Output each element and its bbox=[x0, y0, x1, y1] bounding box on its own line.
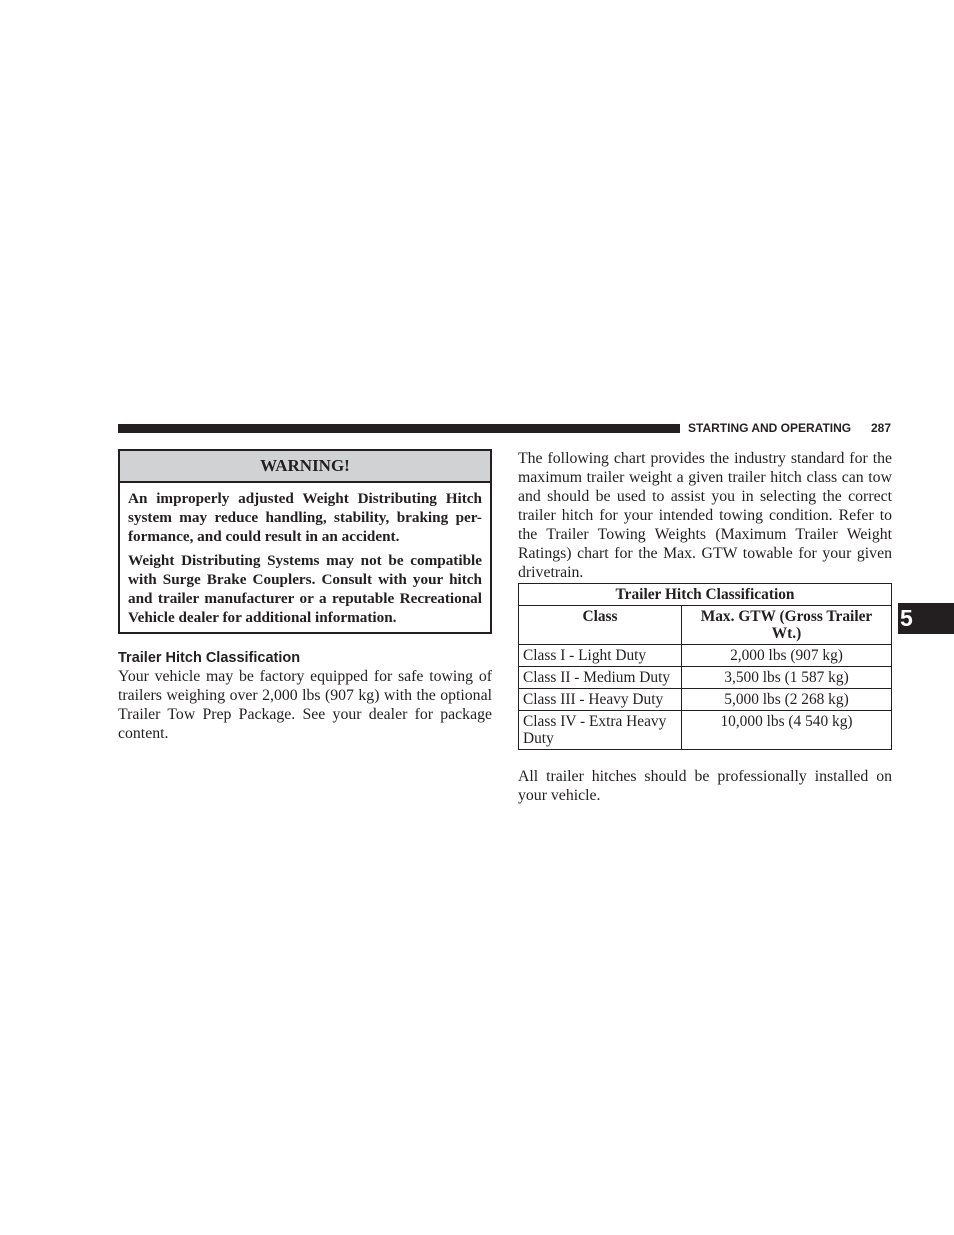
running-header bbox=[688, 420, 893, 436]
section-paragraph: Your vehicle may be factory equipped for safe towing of trailers weighing over 2,000 lbs (907 kg) with the optional Trailer Tow Prep Package. See your dealer for package content. bbox=[118, 668, 492, 742]
table-cell-class: Class I - Light Duty bbox=[519, 645, 682, 667]
section-heading: Trailer Hitch Classification bbox=[118, 650, 301, 666]
table-cell-gtw: 5,000 lbs (2 268 kg) bbox=[682, 689, 892, 711]
warning-title: WARNING! bbox=[120, 451, 490, 483]
table-title: Trailer Hitch Classification bbox=[519, 584, 892, 606]
warning-box bbox=[118, 449, 492, 634]
table-row bbox=[519, 645, 892, 667]
table-title-row bbox=[519, 584, 892, 606]
header-section-title: STARTING AND OPERATING bbox=[688, 421, 852, 435]
page-number: 287 bbox=[870, 421, 891, 435]
warning-paragraph: An improperly adjusted Weight Distributing Hitch system may reduce handling, stability, braking per-formance, and could result in an accident. bbox=[128, 490, 482, 545]
table-cell-gtw: 2,000 lbs (907 kg) bbox=[682, 645, 892, 667]
table-cell-class: Class IV - Extra Heavy Duty bbox=[519, 711, 682, 750]
chart-intro-paragraph: The following chart provides the industry standard for the maximum trailer weight a given trailer hitch class can tow and should be used to assist you in selecting the correct trailer hitch for your intended towing condition. Refer to the Trailer Towing Weights (Maximum Trailer Weight Ratings) chart for the Max. GTW towable for your given drivetrain. bbox=[518, 450, 892, 581]
header-rule bbox=[118, 424, 680, 433]
table-header-class: Class bbox=[519, 606, 682, 645]
table-header-gtw: Max. GTW (Gross Trailer Wt.) bbox=[682, 606, 892, 645]
hitch-classification-table bbox=[518, 583, 892, 750]
table-cell-class: Class II - Medium Duty bbox=[519, 667, 682, 689]
table-row bbox=[519, 689, 892, 711]
chapter-tab bbox=[898, 603, 954, 634]
warning-paragraph: Weight Distributing Systems may not be compatible with Surge Brake Couplers. Consult with your hitch and trailer manufacturer or a reputable Recreational Vehicle dealer for additional information. bbox=[128, 552, 482, 626]
table-row bbox=[519, 711, 892, 750]
table-header-row bbox=[519, 606, 892, 645]
chapter-number: 5 bbox=[900, 605, 913, 631]
table-cell-gtw: 3,500 lbs (1 587 kg) bbox=[682, 667, 892, 689]
warning-body bbox=[120, 483, 490, 627]
table-cell-class: Class III - Heavy Duty bbox=[519, 689, 682, 711]
closing-paragraph: All trailer hitches should be professionally installed on your vehicle. bbox=[518, 768, 892, 804]
table-cell-gtw: 10,000 lbs (4 540 kg) bbox=[682, 711, 892, 750]
table-row bbox=[519, 667, 892, 689]
